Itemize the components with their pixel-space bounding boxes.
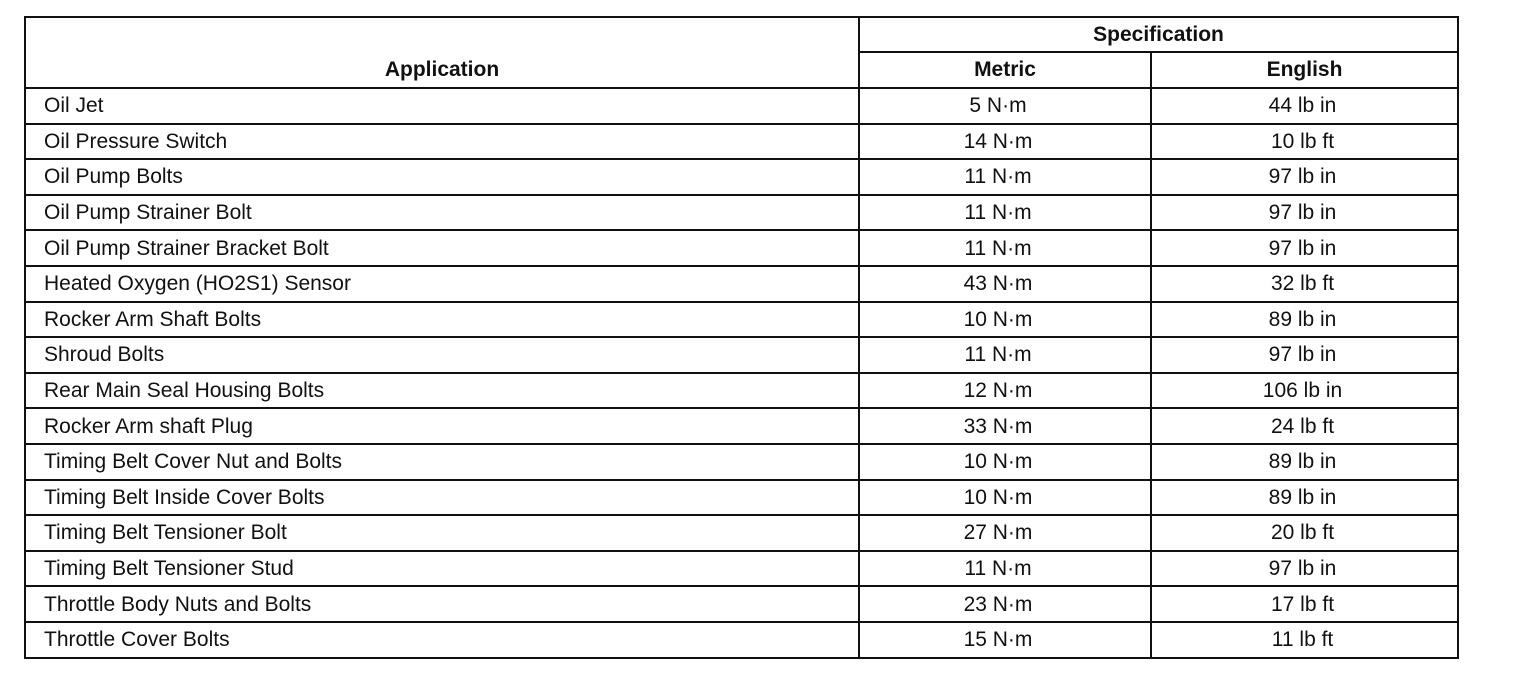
metric-cell: 43 N·m <box>859 266 1151 302</box>
english-cell: 89 lb in <box>1151 302 1458 338</box>
table-header <box>25 17 1458 88</box>
metric-cell: 10 N·m <box>859 444 1151 480</box>
table-row <box>25 551 1458 587</box>
metric-cell: 14 N·m <box>859 124 1151 160</box>
metric-cell: 15 N·m <box>859 622 1151 658</box>
application-cell: Rocker Arm shaft Plug <box>25 408 859 444</box>
english-cell: 97 lb in <box>1151 551 1458 587</box>
application-cell: Rocker Arm Shaft Bolts <box>25 302 859 338</box>
english-cell: 17 lb ft <box>1151 586 1458 622</box>
metric-column-header: Metric <box>859 52 1151 88</box>
application-cell: Rear Main Seal Housing Bolts <box>25 373 859 409</box>
metric-cell: 11 N·m <box>859 337 1151 373</box>
table-row <box>25 408 1458 444</box>
metric-cell: 5 N·m <box>859 88 1151 124</box>
table-row <box>25 373 1458 409</box>
metric-cell: 23 N·m <box>859 586 1151 622</box>
english-cell: 97 lb in <box>1151 159 1458 195</box>
application-cell: Timing Belt Tensioner Stud <box>25 551 859 587</box>
metric-cell: 11 N·m <box>859 551 1151 587</box>
application-cell: Oil Pump Strainer Bracket Bolt <box>25 230 859 266</box>
english-cell: 97 lb in <box>1151 337 1458 373</box>
metric-cell: 10 N·m <box>859 302 1151 338</box>
english-cell: 20 lb ft <box>1151 515 1458 551</box>
english-cell: 97 lb in <box>1151 230 1458 266</box>
english-cell: 89 lb in <box>1151 444 1458 480</box>
table-row <box>25 230 1458 266</box>
english-cell: 106 lb in <box>1151 373 1458 409</box>
english-column-header: English <box>1151 52 1458 88</box>
metric-cell: 12 N·m <box>859 373 1151 409</box>
english-cell: 32 lb ft <box>1151 266 1458 302</box>
header-row-top <box>25 17 1458 52</box>
fastener-spec-table <box>24 16 1459 659</box>
application-column-header: Application <box>25 17 859 88</box>
table-row <box>25 586 1458 622</box>
table-row <box>25 159 1458 195</box>
metric-cell: 33 N·m <box>859 408 1151 444</box>
table-row <box>25 337 1458 373</box>
specification-column-header: Specification <box>859 17 1458 52</box>
application-cell: Oil Jet <box>25 88 859 124</box>
metric-cell: 11 N·m <box>859 230 1151 266</box>
table-row <box>25 515 1458 551</box>
table-body <box>25 88 1458 658</box>
application-cell: Oil Pump Bolts <box>25 159 859 195</box>
metric-cell: 10 N·m <box>859 480 1151 516</box>
table-row <box>25 622 1458 658</box>
application-cell: Throttle Cover Bolts <box>25 622 859 658</box>
metric-cell: 11 N·m <box>859 195 1151 231</box>
english-cell: 24 lb ft <box>1151 408 1458 444</box>
application-cell: Timing Belt Inside Cover Bolts <box>25 480 859 516</box>
application-cell: Oil Pump Strainer Bolt <box>25 195 859 231</box>
english-cell: 10 lb ft <box>1151 124 1458 160</box>
table-row <box>25 195 1458 231</box>
table-row <box>25 124 1458 160</box>
english-cell: 89 lb in <box>1151 480 1458 516</box>
table-row <box>25 480 1458 516</box>
table-row <box>25 302 1458 338</box>
table-row <box>25 266 1458 302</box>
english-cell: 11 lb ft <box>1151 622 1458 658</box>
application-cell: Heated Oxygen (HO2S1) Sensor <box>25 266 859 302</box>
application-cell: Timing Belt Cover Nut and Bolts <box>25 444 859 480</box>
english-cell: 44 lb in <box>1151 88 1458 124</box>
application-cell: Throttle Body Nuts and Bolts <box>25 586 859 622</box>
table-row <box>25 88 1458 124</box>
english-cell: 97 lb in <box>1151 195 1458 231</box>
metric-cell: 27 N·m <box>859 515 1151 551</box>
application-cell: Timing Belt Tensioner Bolt <box>25 515 859 551</box>
application-cell: Oil Pressure Switch <box>25 124 859 160</box>
metric-cell: 11 N·m <box>859 159 1151 195</box>
application-cell: Shroud Bolts <box>25 337 859 373</box>
table-row <box>25 444 1458 480</box>
